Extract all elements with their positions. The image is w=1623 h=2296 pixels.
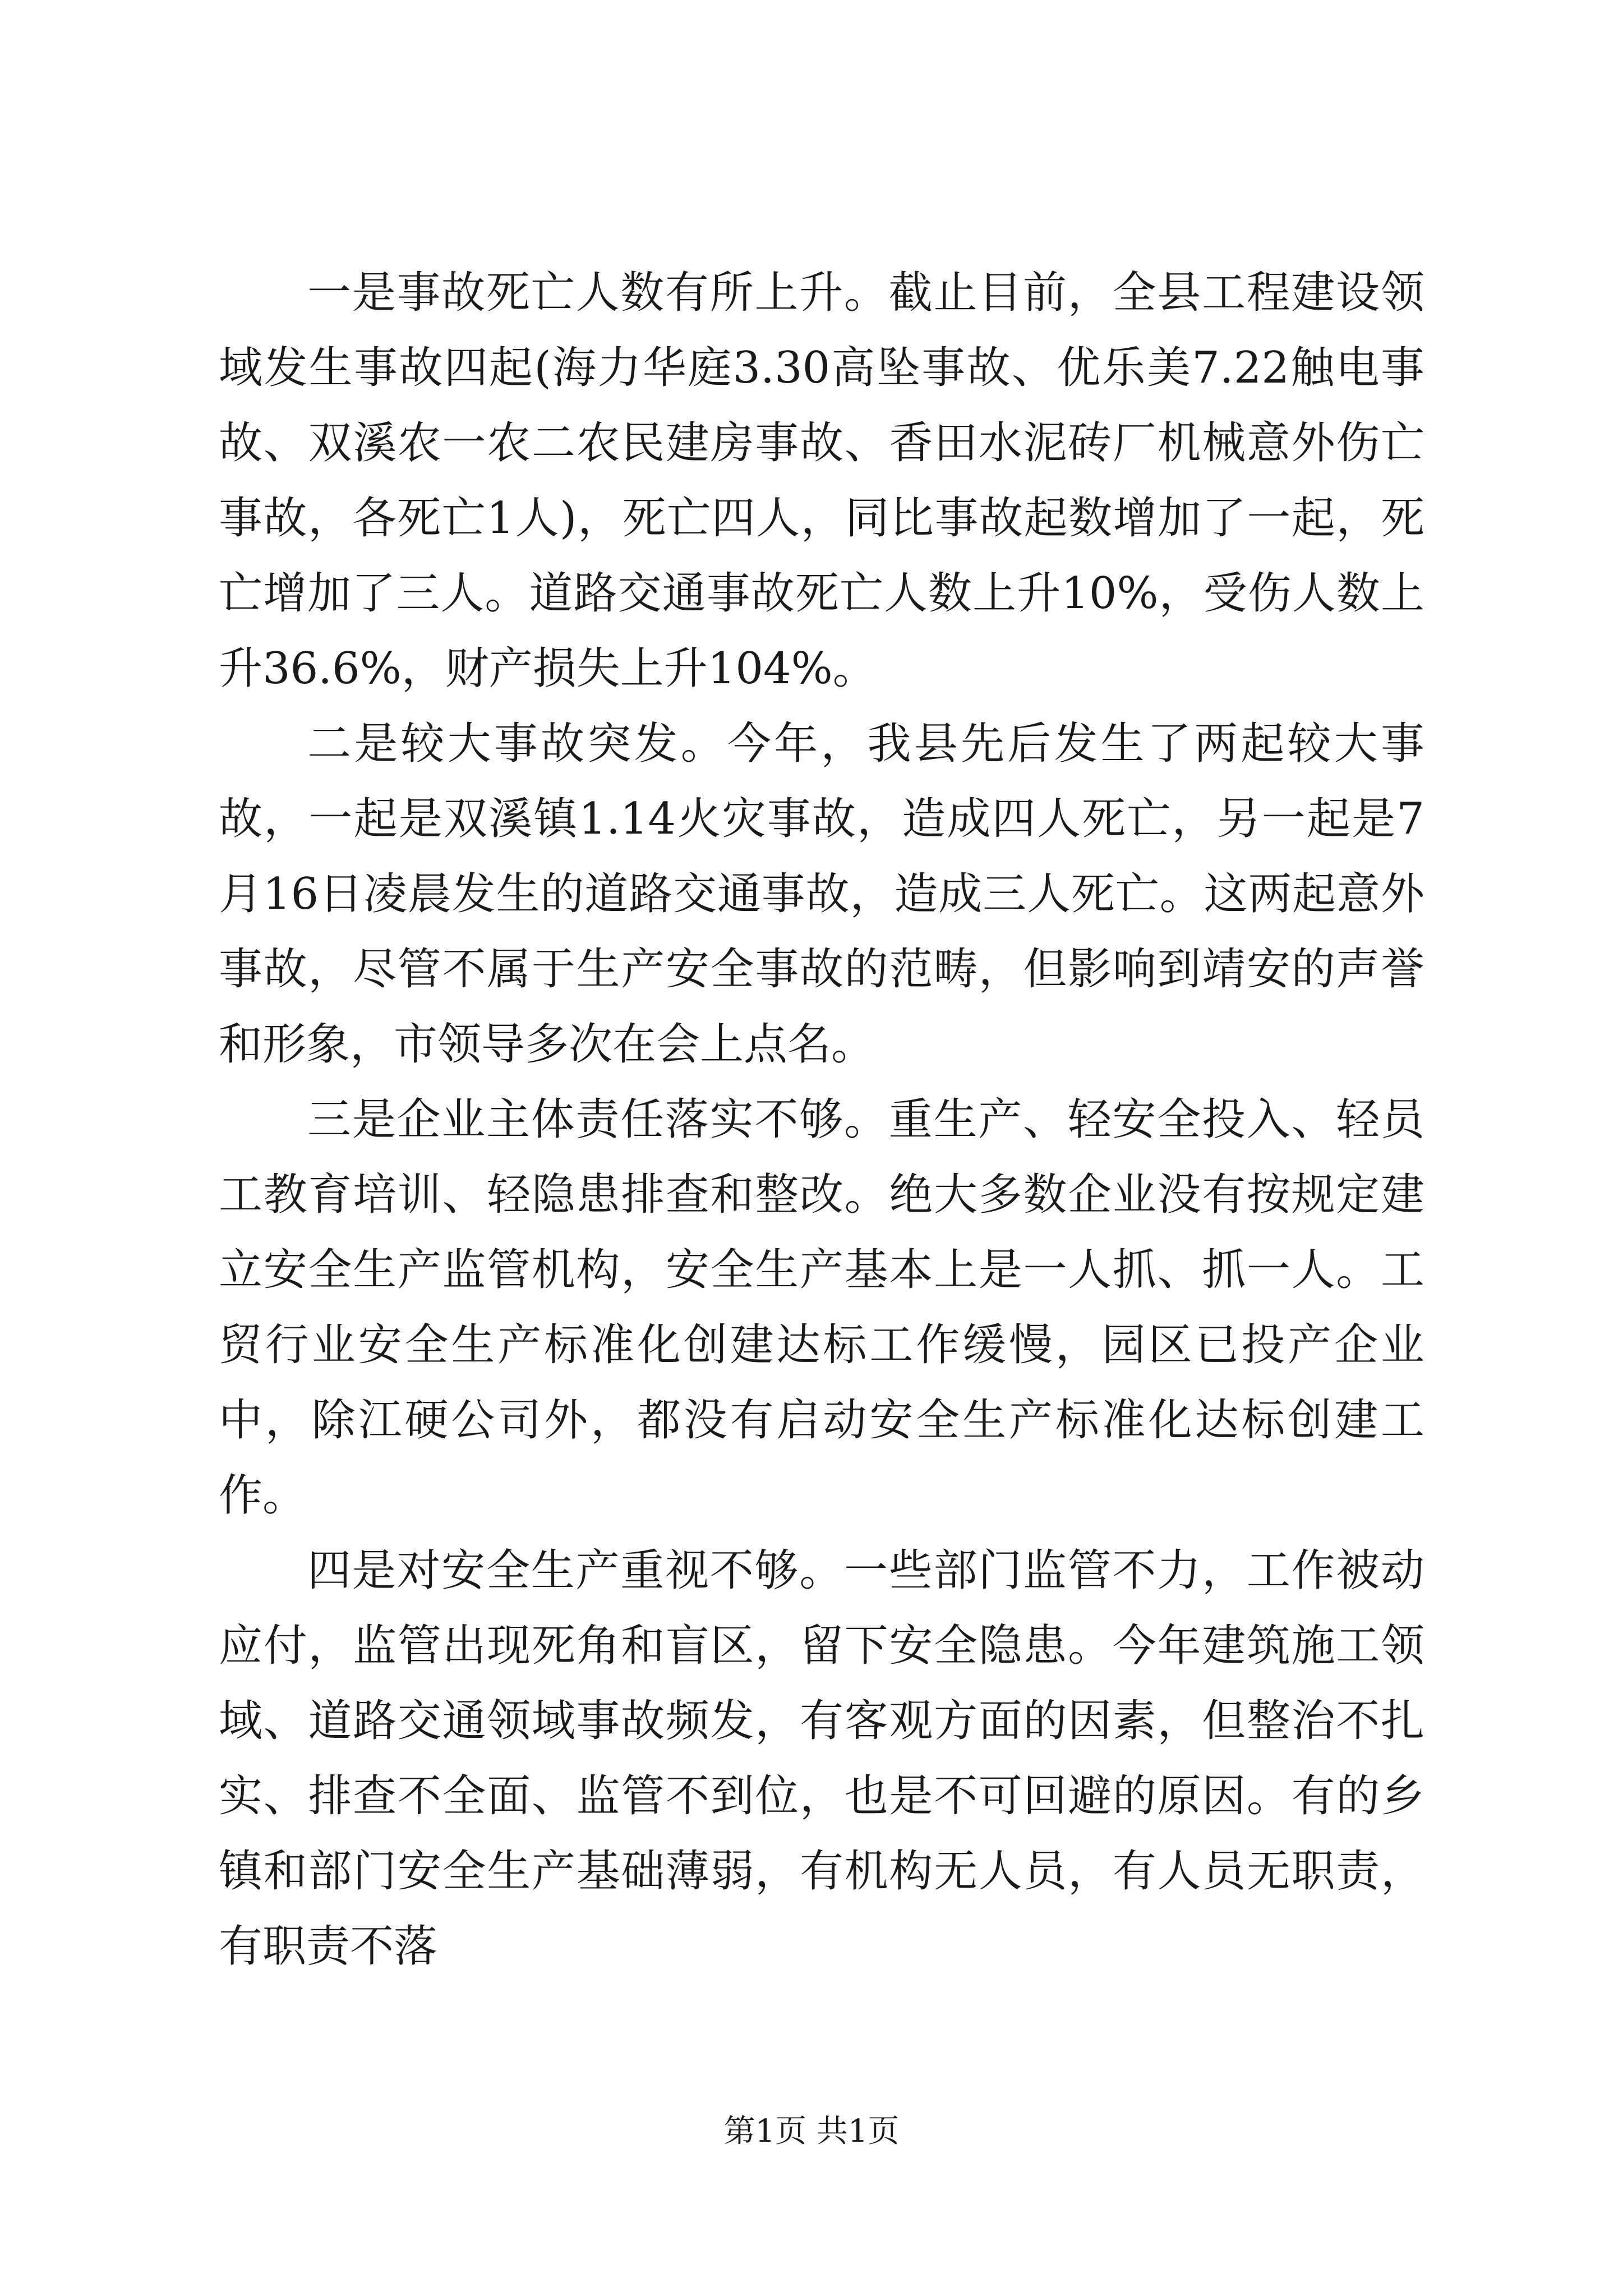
- page-number-footer: 第1页 共1页: [723, 2113, 900, 2150]
- paragraph-major-accidents: 二是较大事故突发。今年，我县先后发生了两起较大事故，一起是双溪镇1.14火灾事故，造成四人死亡，另一起是7月16日凌晨发生的道路交通事故，造成三人死亡。这两起意外事故，尽管不属于生产安全事故的范畴，但影响到靖安的声誉和形象，市领导多次在会上点名。: [219, 719, 1424, 1070]
- paragraph-enterprise-responsibility: 三是企业主体责任落实不够。重生产、轻安全投入、轻员工教育培训、轻隐患排查和整改。绝大多数企业没有按规定建立安全生产监管机构，安全生产基本上是一人抓、抓一人。工贸行业安全生产标准化创建达标工作缓慢，园区已投产企业中，除江硬公司外，都没有启动安全生产标准化达标创建工作。: [219, 1094, 1424, 1521]
- paragraph-insufficient-attention: 四是对安全生产重视不够。一些部门监管不力，工作被动应付，监管出现死角和盲区，留下安全隐患。今年建筑施工领域、道路交通领域事故频发，有客观方面的因素，但整治不扎实、排查不全面、监管不到位，也是不可回避的原因。有的乡镇和部门安全生产基础薄弱，有机构无人员，有人员无职责，有职责不落: [219, 1545, 1424, 1972]
- paragraph-accident-deaths: 一是事故死亡人数有所上升。截止目前，全县工程建设领域发生事故四起(海力华庭3.30高坠事故、优乐美7.22触电事故、双溪农一农二农民建房事故、香田水泥砖厂机械意外伤亡事故，各死亡1人)，死亡四人，同比事故起数增加了一起，死亡增加了三人。道路交通事故死亡人数上升10%，受伤人数上升36.6%，财产损失上升104%。: [219, 268, 1424, 694]
- document-body: [219, 255, 1424, 1984]
